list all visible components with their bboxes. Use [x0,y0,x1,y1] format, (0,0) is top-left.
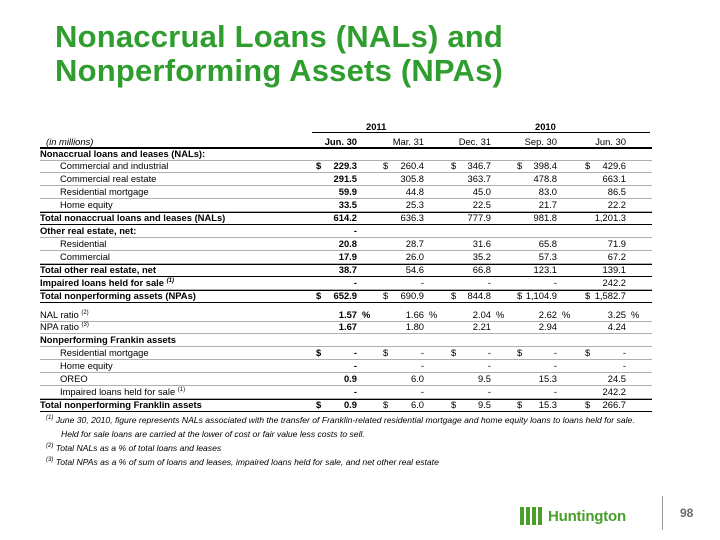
value-cell: 305.8 [400,173,424,184]
value-cell: 844.8 [467,290,491,301]
total-top-rule [40,399,652,400]
row-label [60,347,149,359]
value-cell: 346.7 [467,160,491,171]
row-label [40,309,89,321]
year-2010-header: 2010 [535,121,556,132]
dollar-sign: $ [585,290,591,301]
value-cell: - [487,386,491,397]
row-label-text: Commercial real estate [60,173,157,184]
percent-sign: % [429,309,438,320]
value-cell: 123.1 [533,264,557,275]
row-label-text: Commercial [60,251,111,262]
dollar-sign: $ [517,290,523,301]
column-header: Mar. 31 [392,136,424,147]
value-cell: 3.25 [607,309,626,320]
dollar-sign: $ [383,290,389,301]
value-cell: 0.9 [343,373,357,384]
row-label-text: Total nonperforming assets (NPAs) [40,290,196,301]
footnote-mark: (1) [177,386,186,393]
row-label [40,290,196,302]
row-label-text: Other real estate, net: [40,225,137,236]
dollar-sign: $ [383,347,389,358]
value-cell: - [420,386,424,397]
value-cell: - [553,360,557,371]
row-label [60,160,168,172]
value-cell: - [420,277,424,288]
row-label [40,148,205,160]
value-cell: 26.0 [405,251,424,262]
value-cell: 57.3 [538,251,557,262]
row-label-text: Home equity [60,199,113,210]
huntington-logo [520,503,626,529]
value-cell: 1,582.7 [594,290,626,301]
row-label-text: Total other real estate, net [40,264,157,275]
row-label [40,399,202,411]
value-cell: 24.5 [607,373,626,384]
dollar-sign: $ [316,160,322,171]
logo-bars-icon [520,507,542,525]
value-cell: 266.7 [602,399,626,410]
row-label-text: Residential mortgage [60,347,149,358]
footnote [61,428,365,440]
value-cell: - [622,347,626,358]
value-cell: - [622,360,626,371]
value-cell: 2.04 [472,309,491,320]
footnote [46,442,221,454]
row-label [60,373,88,385]
footnote [46,456,439,468]
row-label [60,238,106,250]
value-cell: 83.0 [538,186,557,197]
value-cell: 54.6 [405,264,424,275]
value-cell: 20.8 [338,238,357,249]
value-cell: 291.5 [333,173,357,184]
footnote-mark: (3) [81,321,89,328]
total-top-rule [40,264,652,265]
value-cell: 1,104.9 [525,290,557,301]
value-cell: - [420,360,424,371]
value-cell: 663.1 [602,173,626,184]
value-cell: 25.3 [405,199,424,210]
value-cell: - [353,277,357,288]
units-label: (in millions) [46,136,94,147]
total-top-rule [40,290,652,291]
row-label [60,186,149,198]
value-cell: 1.80 [405,321,424,332]
footnote-mark: (3) [46,457,54,464]
dollar-sign: $ [451,160,457,171]
year-2011-header: 2011 [366,121,387,132]
value-cell: 478.8 [533,173,557,184]
row-rule [40,302,652,303]
value-cell: - [553,277,557,288]
value-cell: 260.4 [400,160,424,171]
row-label-text: NPA ratio [40,321,79,332]
value-cell: 33.5 [338,199,357,210]
row-label-text: NAL ratio [40,309,79,320]
value-cell: 44.8 [405,186,424,197]
value-cell: 777.9 [467,212,491,223]
dollar-sign: $ [451,290,457,301]
column-header: Jun. 30 [324,136,357,147]
value-cell: 1.67 [338,321,357,332]
value-cell: 28.7 [405,238,424,249]
dollar-sign: $ [517,399,523,410]
value-cell: 429.6 [602,160,626,171]
value-cell: 9.5 [477,399,491,410]
row-label [40,277,174,289]
title-line-1: Nonaccrual Loans (NALs) and [55,19,504,54]
dollar-sign: $ [517,160,523,171]
row-label [60,360,113,372]
value-cell: 17.9 [338,251,357,262]
dollar-sign: $ [451,347,457,358]
footer-divider [662,496,663,530]
value-cell: 15.3 [538,399,557,410]
value-cell: - [353,360,357,371]
value-cell: 6.0 [410,399,424,410]
total-top-rule [40,212,652,213]
percent-sign: % [496,309,505,320]
row-label [60,251,110,263]
value-cell: 22.2 [607,199,626,210]
column-header: Dec. 31 [458,136,491,147]
footnote-text: Total NALs as a % of total loans and leases [55,443,222,453]
value-cell: 242.2 [602,277,626,288]
value-cell: 4.24 [607,321,626,332]
row-label [40,264,156,276]
row-label [40,225,136,237]
value-cell: - [487,347,491,358]
dollar-sign: $ [316,399,322,410]
page-number: 98 [680,506,694,520]
value-cell: 6.0 [410,373,424,384]
footnote-text: June 30, 2010, figure represents NALs associated with the transfer of Franklin-related residential mortgage and home equity loans to loans held for sale. [55,415,635,425]
row-rule [40,411,652,412]
value-cell: 614.2 [333,212,357,223]
value-cell: - [487,277,491,288]
value-cell: 38.7 [338,264,357,275]
value-cell: - [553,347,557,358]
footnote-mark: (1) [46,415,54,422]
row-label-text: OREO [60,373,88,384]
value-cell: 652.9 [333,290,357,301]
value-cell: 981.8 [533,212,557,223]
row-label [60,173,156,185]
row-label [60,386,185,398]
value-cell: 86.5 [607,186,626,197]
row-label [40,212,225,224]
value-cell: 398.4 [533,160,557,171]
dollar-sign: $ [585,347,591,358]
row-label-text: Nonaccrual loans and leases (NALs): [40,148,206,159]
value-cell: - [487,360,491,371]
row-label-text: Nonperforming Frankin assets [40,334,176,345]
row-label-text: Total nonaccrual loans and leases (NALs) [40,212,226,223]
value-cell: 15.3 [538,373,557,384]
dollar-sign: $ [517,347,523,358]
value-cell: 66.8 [472,264,491,275]
value-cell: 0.9 [343,399,357,410]
value-cell: 22.5 [472,199,491,210]
footnote-mark: (1) [166,277,174,284]
dollar-sign: $ [383,399,389,410]
value-cell: - [420,347,424,358]
row-label-text: Impaired loans held for sale [60,386,176,397]
logo-wordmark: Huntington [548,507,626,525]
value-cell: 2.62 [538,309,557,320]
column-header: Sep. 30 [524,136,557,147]
dollar-sign: $ [451,399,457,410]
row-label-text: Residential mortgage [60,186,149,197]
value-cell: - [353,386,357,397]
row-label-text: Total nonperforming Franklin assets [40,399,202,410]
percent-sign: % [562,309,571,320]
value-cell: 242.2 [602,386,626,397]
row-label [40,321,89,333]
value-cell: 1.66 [405,309,424,320]
year-2011-rule [312,132,380,133]
value-cell: 9.5 [477,373,491,384]
value-cell: 59.9 [338,186,357,197]
value-cell: 2.94 [538,321,557,332]
dollar-sign: $ [585,160,591,171]
row-label [40,334,176,346]
value-cell: 21.7 [538,199,557,210]
value-cell: 690.9 [400,290,424,301]
value-cell: 139.1 [602,264,626,275]
value-cell: 1.57 [338,309,357,320]
value-cell: - [353,347,357,358]
footnote-text: Total NPAs as a % of sum of loans and leases, impaired loans held for sale, and net other real estate [55,457,439,467]
value-cell: 2.21 [472,321,491,332]
value-cell: 65.8 [538,238,557,249]
row-label-text: Commercial and industrial [60,160,169,171]
value-cell: 71.9 [607,238,626,249]
value-cell: - [353,225,357,236]
value-cell: 363.7 [467,173,491,184]
year-2010-rule [380,132,650,133]
value-cell: 31.6 [472,238,491,249]
dollar-sign: $ [316,290,322,301]
percent-sign: % [362,309,371,320]
dollar-sign: $ [383,160,389,171]
value-cell: 636.3 [400,212,424,223]
footnote-mark: (2) [46,443,54,450]
value-cell: 35.2 [472,251,491,262]
value-cell: 67.2 [607,251,626,262]
percent-sign: % [631,309,640,320]
row-label-text: Residential [60,238,107,249]
dollar-sign: $ [316,347,322,358]
value-cell: - [553,386,557,397]
dollar-sign: $ [585,399,591,410]
column-header: Jun. 30 [595,136,626,147]
footnote-mark: (2) [81,309,89,316]
row-label-text: Impaired loans held for sale [40,277,164,288]
row-label [60,199,113,211]
footnote [46,414,635,426]
value-cell: 1,201.3 [594,212,626,223]
value-cell: 229.3 [333,160,357,171]
footnote-text: Held for sale loans are carried at the lower of cost or fair value less costs to sell. [61,429,365,439]
row-label-text: Home equity [60,360,113,371]
title-line-2: Nonperforming Assets (NPAs) [55,53,504,88]
value-cell: 45.0 [472,186,491,197]
